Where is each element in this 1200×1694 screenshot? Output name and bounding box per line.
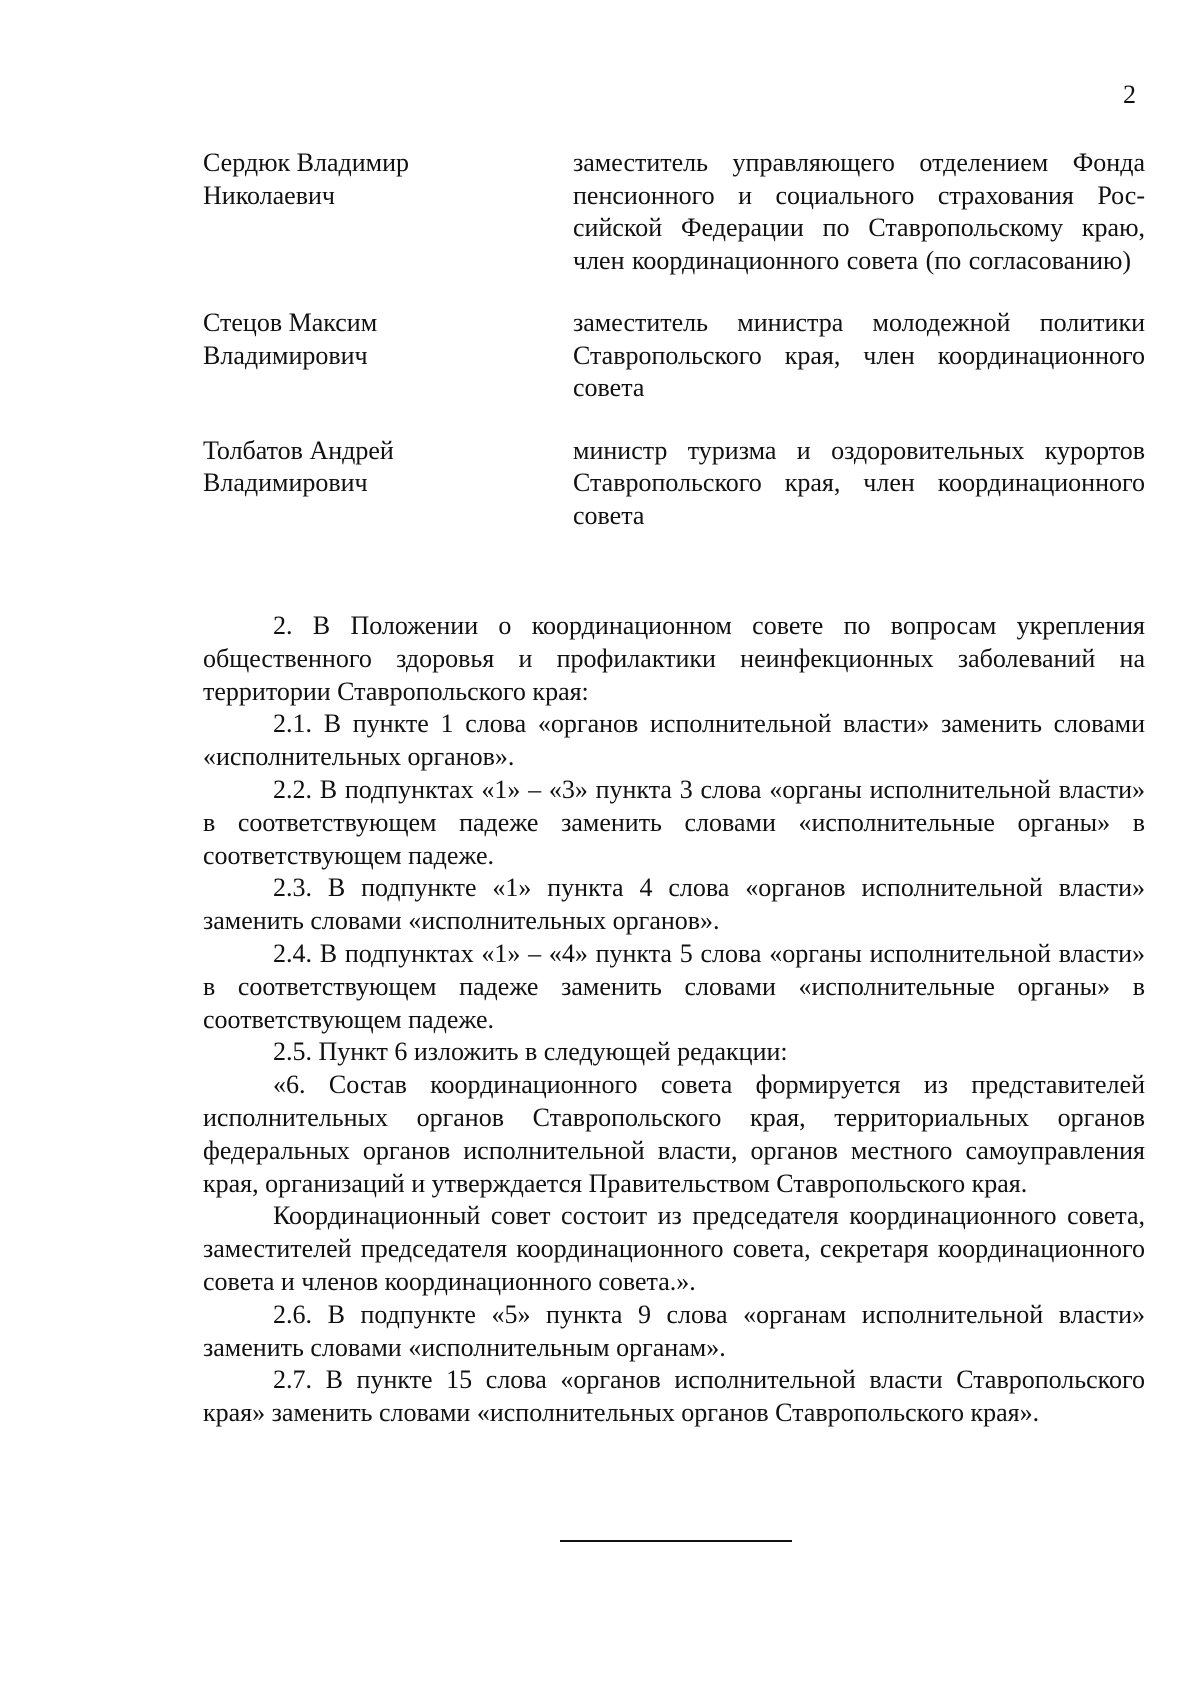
member-row: [203, 147, 1145, 277]
paragraph-council-composition: Координационный совет состоит из председателя координационного совета, заместителей председателя координационного совета, секретаря координационного совета и членов координационного совета.».: [203, 1201, 1145, 1296]
member-surname-firstname: Толбатов Андрей: [203, 435, 394, 465]
paragraph-2-7: 2.7. В пункте 15 слова «органов исполнительной власти Ставропольского края» заменить словами «исполнительных органов Ставропольского края».: [203, 1365, 1145, 1428]
member-row: [203, 307, 1145, 405]
paragraph-2-3: 2.3. В подпункте «1» пункта 4 слова «органов исполнительной власти» заменить словами «исполнительных органов».: [203, 873, 1145, 936]
member-row: [203, 435, 1145, 533]
member-role: заместитель управляющего отделением Фонда пенсионного и социального страхования Российской Федерации по Ставропольскому краю, член координационного совета (по согласованию): [573, 148, 1145, 275]
member-surname-firstname: Сердюк Владимир: [203, 148, 410, 177]
paragraph-2-1: 2.1. В пункте 1 слова «органов исполнительной власти» заменить словами «исполнительных органов».: [203, 709, 1145, 772]
paragraph-2-2: 2.2. В подпунктах «1» – «3» пункта 3 слова «органы исполнительной власти» в соответствующем падеже заменить словами «исполнительные органы» в соответствующем падеже.: [203, 774, 1145, 870]
member-role: министр туризма и оздоровительных курортов Ставропольского края, член координационного совета: [573, 435, 1145, 530]
paragraph-2-4: 2.4. В подпунктах «1» – «4» пункта 5 слова «органы исполнительной власти» в соответствующем падеже заменить словами «исполнительные органы» в соответствующем падеже.: [203, 938, 1145, 1034]
member-list: [203, 147, 1145, 562]
member-name: [203, 435, 573, 533]
paragraph-2: 2. В Положении о координационном совете по вопросам укрепления общественного здоровья и профилактики неинфекционных заболеваний на территории Ставропольского края:: [203, 611, 1145, 706]
member-patronymic: Николаевич: [203, 180, 335, 210]
paragraph-point-6: «6. Состав координационного совета формируется из представителей исполнительных органов Ставропольского края, территориальных органов федеральных органов исполнительной власти, органов местного самоуправления края, организаций и утверждается Правительством Ставропольского края.: [203, 1070, 1145, 1198]
end-divider: [560, 1540, 792, 1542]
member-name: [203, 147, 573, 277]
paragraph-2-6: 2.6. В подпункте «5» пункта 9 слова «органам исполнительной власти» заменить словами «исполнительным органам».: [203, 1299, 1145, 1362]
amendments-text: [203, 610, 1145, 1430]
member-role: заместитель министра молодежной политики Ставропольского края, член координационного совета: [573, 308, 1145, 402]
member-patronymic: Владимирович: [203, 468, 368, 497]
member-name: [203, 307, 573, 405]
member-surname-firstname: Стецов Максим: [203, 308, 378, 337]
member-patronymic: Владимирович: [203, 340, 368, 370]
page-number: 2: [1123, 80, 1136, 109]
paragraph-2-5: 2.5. Пункт 6 изложить в следующей редакции:: [273, 1037, 788, 1067]
